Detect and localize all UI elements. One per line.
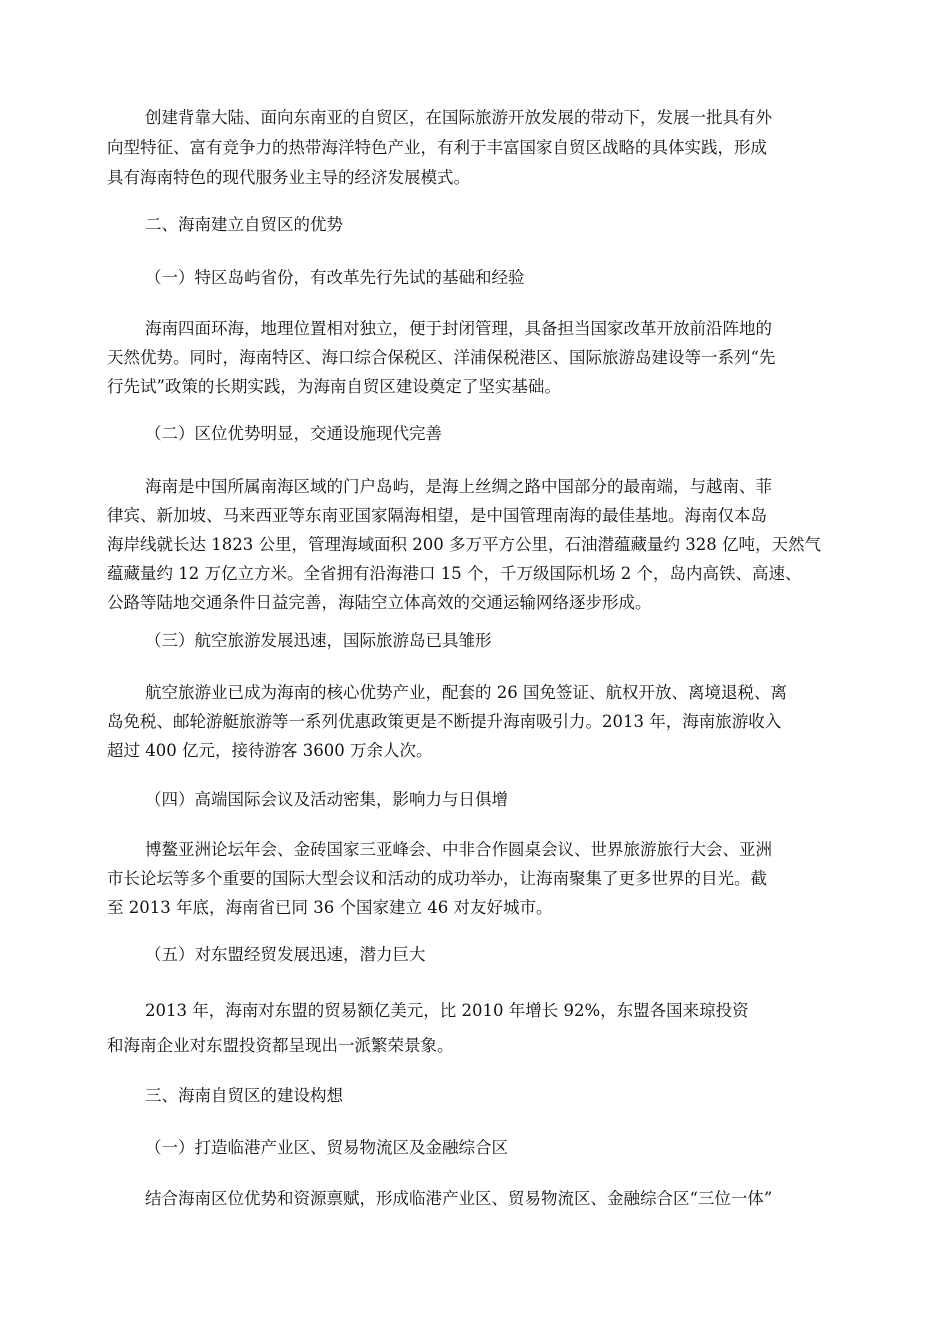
text-line: 市长论坛等多个重要的国际大型会议和活动的成功举办，让海南聚集了更多世界的目光。截	[107, 869, 767, 888]
heading-text: 二、海南建立自贸区的优势	[145, 215, 343, 234]
text-line: 行先试”政策的长期实践，为海南自贸区建设奠定了坚实基础。	[107, 377, 561, 396]
text-line: 岛免税、邮轮游艇旅游等一系列优惠政策更是不断提升海南吸引力。2013 年，海南旅游收入	[107, 712, 782, 731]
text-line: 海南是中国所属南海区域的门户岛屿，是海上丝绸之路中国部分的最南端，与越南、菲	[145, 477, 772, 496]
text-line: 海南四面环海，地理位置相对独立，便于封闭管理，具备担当国家改革开放前沿阵地的	[145, 319, 772, 338]
text-line: 天然优势。同时，海南特区、海口综合保税区、洋浦保税港区、国际旅游岛建设等一系列“先	[107, 348, 776, 367]
heading-text: （三）航空旅游发展迅速，国际旅游岛已具雏形	[145, 631, 492, 650]
text-line: 蕴藏量约 12 万亿立方米。全省拥有沿海港口 15 个，千万级国际机场 2 个，岛内高铁、高速、	[107, 564, 802, 583]
text-line: 公路等陆地交通条件日益完善，海陆空立体高效的交通运输网络逐步形成。	[107, 593, 652, 612]
heading-text: （一）特区岛屿省份，有改革先行先试的基础和经验	[145, 268, 525, 287]
text-line: 海岸线就长达 1823 公里，管理海域面积 200 多万平方公里，石油潜蕴藏量约 328 亿吨，天然气	[107, 535, 821, 554]
heading-text: （一）打造临港产业区、贸易物流区及金融综合区	[145, 1138, 508, 1157]
text-line: 具有海南特色的现代服务业主导的经济发展模式。	[107, 168, 470, 187]
text-line: 超过 400 亿元，接待游客 3600 万余人次。	[107, 741, 433, 760]
text-line: 律宾、新加坡、马来西亚等东南亚国家隔海相望，是中国管理南海的最佳基地。海南仅本岛	[107, 506, 767, 525]
heading-text: （五）对东盟经贸发展迅速，潜力巨大	[145, 945, 426, 964]
text-line: 向型特征、富有竞争力的热带海洋特色产业，有利于丰富国家自贸区战略的具体实践，形成	[107, 138, 767, 157]
heading-text: （四）高端国际会议及活动密集，影响力与日俱增	[145, 790, 508, 809]
text-line: 结合海南区位优势和资源禀赋，形成临港产业区、贸易物流区、金融综合区“三位一体”	[145, 1189, 773, 1208]
text-line: 博鳌亚洲论坛年会、金砖国家三亚峰会、中非合作圆桌会议、世界旅游旅行大会、亚洲	[145, 840, 772, 859]
heading-text: 三、海南自贸区的建设构想	[145, 1086, 343, 1105]
text-line: 航空旅游业已成为海南的核心优势产业，配套的 26 国免签证、航权开放、离境退税、离	[145, 683, 787, 702]
text-line: 2013 年，海南对东盟的贸易额亿美元，比 2010 年增长 92%，东盟各国来琼投资	[145, 1001, 749, 1020]
text-line: 创建背靠大陆、面向东南亚的自贸区，在国际旅游开放发展的带动下，发展一批具有外	[145, 108, 772, 127]
text-line: 至 2013 年底，海南省已同 36 个国家建立 46 对友好城市。	[107, 898, 553, 917]
heading-text: （二）区位优势明显，交通设施现代完善	[145, 424, 442, 443]
text-line: 和海南企业对东盟投资都呈现出一派繁荣景象。	[107, 1036, 454, 1055]
